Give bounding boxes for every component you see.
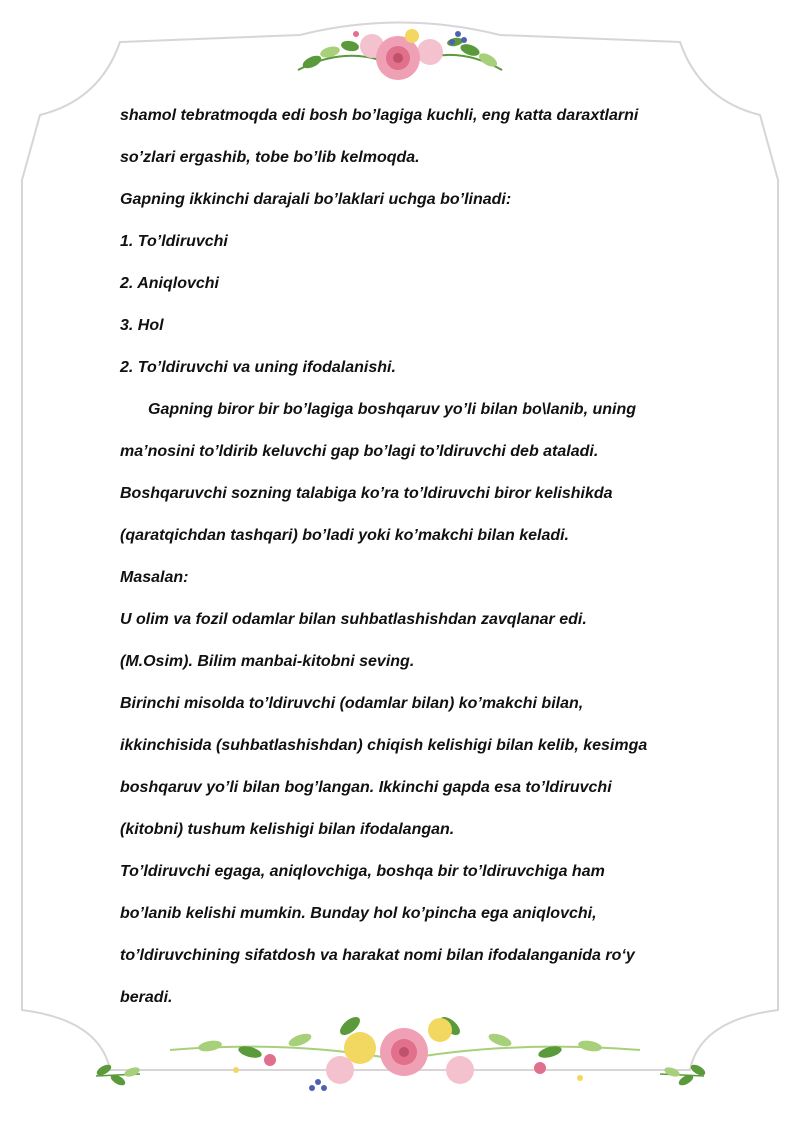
text-line: bo’lanib kelishi mumkin. Bunday hol ko’pincha ega aniqlovchi, xyxy=(120,905,597,922)
text-line: 3. Hol xyxy=(120,317,164,334)
text-line: beradi. xyxy=(120,989,173,1006)
floral-garland-bottom-icon xyxy=(95,1014,707,1091)
text-line: Gapning biror bir bo’lagiga boshqaruv yo’li bilan bo\lanib, uning xyxy=(148,401,637,418)
text-line: Boshqaruvchi sozning talabiga ko’ra to’ldiruvchi biror kelishikda xyxy=(120,485,613,502)
document-body xyxy=(120,100,680,1024)
text-line: Masalan: xyxy=(120,569,189,586)
text-line: 1. To’ldiruvchi xyxy=(120,233,228,250)
text-line: boshqaruv yo’li bilan bog’langan. Ikkinchi gapda esa to’ldiruvchi xyxy=(120,779,612,796)
text-line: To’ldiruvchi egaga, aniqlovchiga, boshqa bir to’ldiruvchiga ham xyxy=(120,863,605,880)
text-line: ikkinchisida (suhbatlashishdan) chiqish kelishigi bilan kelib, kesimga xyxy=(120,737,648,754)
text-line: Birinchi misolda to’ldiruvchi (odamlar bilan) ko’makchi bilan, xyxy=(120,695,584,712)
text-line: (M.Osim). Bilim manbai-kitobni seving. xyxy=(120,653,415,670)
text-line: (qaratqichdan tashqari) bo’ladi yoki ko’makchi bilan keladi. xyxy=(120,527,569,544)
text-line: (kitobni) tushum kelishigi bilan ifodalangan. xyxy=(120,821,455,838)
text-line: ma’nosini to’ldirib keluvchi gap bo’lagi to’ldiruvchi deb ataladi. xyxy=(120,443,599,460)
text-line: Gapning ikkinchi darajali bo’laklari uchga bo’linadi: xyxy=(120,191,512,208)
text-line: U olim va fozil odamlar bilan suhbatlashishdan zavqlanar edi. xyxy=(120,611,587,628)
text-line: to’ldiruvchining sifatdosh va harakat nomi bilan ifodalanganida ro‘y xyxy=(120,947,635,964)
text-line: shamol tebratmoqda edi bosh bo’lagiga kuchli, eng katta daraxtlarni xyxy=(120,107,639,124)
text-line: so’zlari ergashib, tobe bo’lib kelmoqda. xyxy=(120,149,420,166)
floral-wreath-top-icon xyxy=(298,29,502,80)
text-line: 2. To’ldiruvchi va uning ifodalanishi. xyxy=(120,359,396,376)
text-line: 2. Aniqlovchi xyxy=(120,275,219,292)
